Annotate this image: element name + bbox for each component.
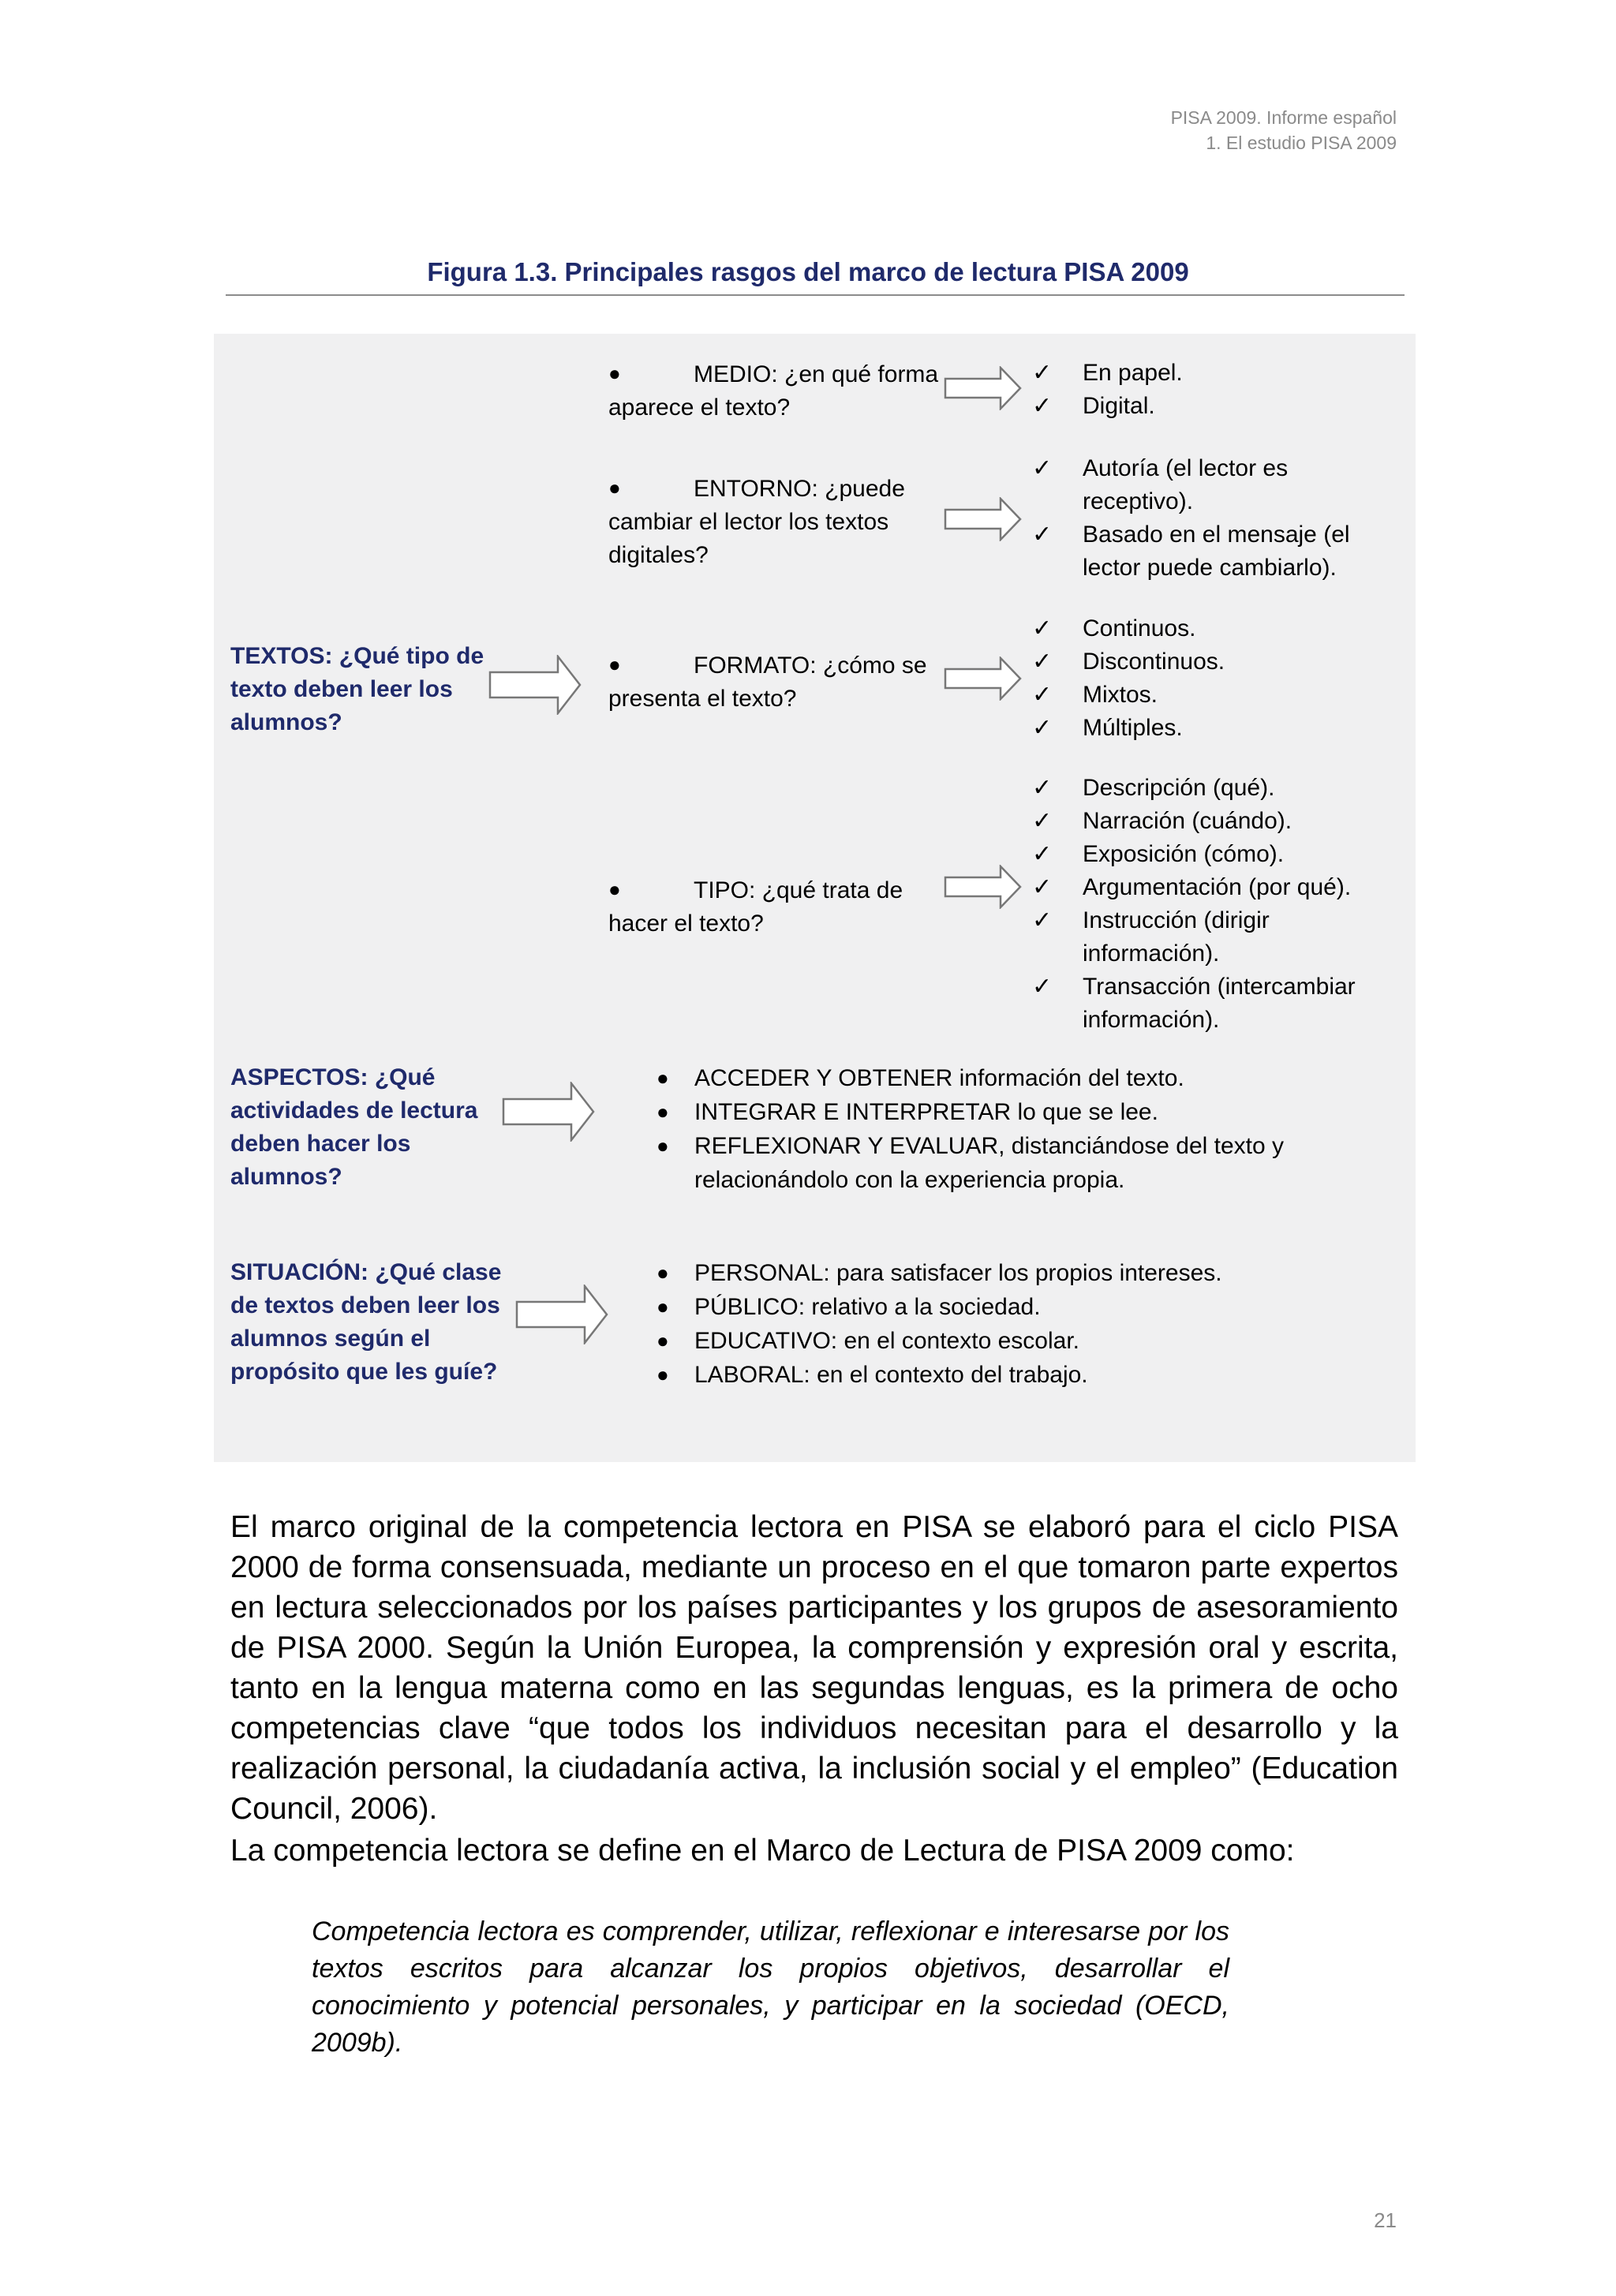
entorno-items bbox=[1032, 452, 1403, 585]
check-icon: ✓ bbox=[1032, 455, 1053, 481]
bullet-icon: ● bbox=[656, 1100, 669, 1124]
body-paragraph-1: El marco original de la competencia lectora en PISA se elaboró para el ciclo PISA 2000 de forma consensuada, mediante un proceso en el que tomaron parte expertos en lectura seleccionados por los países participantes y los grupos de asesoramiento de PISA 2000. Según la Unión Europea, la comprensión y expresión oral y escrita, tanto en la lengua materna como en las segundas lenguas, es la primera de ocho competencias clave “que todos los individuos necesitan para el desarrollo y la realización personal, la ciudadanía activa, la inclusión social y el empleo” (Education Council, 2006). bbox=[230, 1510, 1398, 1826]
list-item: ● ACCEDER Y OBTENER información del texto. bbox=[656, 1061, 1367, 1095]
check-item: ✓ En papel. bbox=[1032, 357, 1403, 390]
tipo-arrow-icon bbox=[944, 865, 1023, 909]
check-item: ✓ Narración (cuándo). bbox=[1032, 805, 1403, 838]
check-item: ✓ Descripción (qué). bbox=[1032, 772, 1403, 805]
check-item: ✓ Transacción (intercambiar información). bbox=[1032, 970, 1403, 1037]
bullet-icon: ● bbox=[608, 877, 621, 901]
check-item: ✓ Basado en el mensaje (el lector puede cambiarlo). bbox=[1032, 518, 1403, 585]
running-header bbox=[1171, 105, 1397, 155]
category-label: FORMATO: ¿cómo se presenta el texto? bbox=[608, 653, 927, 712]
check-item: ✓ Mixtos. bbox=[1032, 679, 1403, 712]
category-entorno bbox=[608, 471, 940, 572]
check-icon: ✓ bbox=[1032, 841, 1053, 867]
body-paragraph-2: La competencia lectora se define en el Marco de Lectura de PISA 2009 como: bbox=[230, 1834, 1295, 1868]
situacion-question: SITUACIÓN: ¿Qué clase de textos deben leer los alumnos según el propósito que les guíe? bbox=[230, 1259, 502, 1385]
check-item: ✓ Exposición (cómo). bbox=[1032, 838, 1403, 871]
category-label: MEDIO: ¿en qué forma aparece el texto? bbox=[608, 361, 939, 421]
tipo-items bbox=[1032, 772, 1403, 1037]
formato-items bbox=[1032, 612, 1403, 745]
bullet-icon: ● bbox=[656, 1134, 669, 1157]
page-number: 21 bbox=[1374, 2208, 1397, 2232]
list-item: ● PERSONAL: para satisfacer los propios intereses. bbox=[656, 1256, 1367, 1290]
check-icon: ✓ bbox=[1032, 522, 1053, 548]
situacion-arrow-icon bbox=[515, 1284, 610, 1344]
aspectos-list bbox=[656, 1061, 1367, 1197]
check-icon: ✓ bbox=[1032, 808, 1053, 834]
figure-title-rule bbox=[226, 294, 1405, 296]
category-label: TIPO: ¿qué trata de hacer el texto? bbox=[608, 877, 903, 937]
aspectos-question: ASPECTOS: ¿Qué actividades de lectura deben hacer los alumnos? bbox=[230, 1064, 478, 1190]
bullet-icon: ● bbox=[656, 1329, 669, 1352]
category-medio bbox=[608, 357, 940, 424]
list-item: ● REFLEXIONAR Y EVALUAR, distanciándose del texto y relacionándolo con la experiencia propia. bbox=[656, 1129, 1318, 1197]
check-icon: ✓ bbox=[1032, 393, 1053, 419]
bullet-icon: ● bbox=[608, 361, 621, 385]
figure-title: Figura 1.3. Principales rasgos del marco de lectura PISA 2009 bbox=[427, 257, 1189, 286]
check-icon: ✓ bbox=[1032, 775, 1053, 801]
textos-question: TEXTOS: ¿Qué tipo de texto deben leer los alumnos? bbox=[230, 643, 484, 735]
bullet-icon: ● bbox=[608, 476, 621, 499]
category-tipo bbox=[608, 873, 940, 940]
definition-quote: Competencia lectora es comprender, utilizar, reflexionar e interesarse por los textos escritos para alcanzar los propios objetivos, desarrollar el conocimiento y potencial personales, y participar en la sociedad (OECD, 2009b). bbox=[312, 1916, 1229, 2058]
list-item: ● LABORAL: en el contexto del trabajo. bbox=[656, 1358, 1367, 1392]
check-item: ✓ Argumentación (por qué). bbox=[1032, 871, 1403, 904]
check-icon: ✓ bbox=[1032, 974, 1053, 1000]
category-label: ENTORNO: ¿puede cambiar el lector los textos digitales? bbox=[608, 476, 905, 568]
check-item: ✓ Instrucción (dirigir información). bbox=[1032, 904, 1403, 970]
check-item: ✓ Continuos. bbox=[1032, 612, 1403, 645]
check-item: ✓ Discontinuos. bbox=[1032, 645, 1403, 679]
bullet-icon: ● bbox=[656, 1363, 669, 1386]
list-item: ● INTEGRAR E INTERPRETAR lo que se lee. bbox=[656, 1095, 1367, 1129]
check-icon: ✓ bbox=[1032, 715, 1053, 741]
check-item: ✓ Múltiples. bbox=[1032, 712, 1403, 745]
check-icon: ✓ bbox=[1032, 649, 1053, 675]
check-icon: ✓ bbox=[1032, 360, 1053, 386]
entorno-arrow-icon bbox=[944, 497, 1023, 541]
bullet-icon: ● bbox=[656, 1261, 669, 1284]
check-icon: ✓ bbox=[1032, 615, 1053, 641]
aspectos-arrow-icon bbox=[502, 1082, 597, 1142]
situacion-list bbox=[656, 1256, 1367, 1392]
list-item: ● PÚBLICO: relativo a la sociedad. bbox=[656, 1290, 1367, 1324]
check-icon: ✓ bbox=[1032, 682, 1053, 708]
bullet-icon: ● bbox=[608, 653, 621, 676]
check-icon: ✓ bbox=[1032, 874, 1053, 900]
textos-arrow-icon bbox=[488, 655, 583, 715]
bullet-icon: ● bbox=[656, 1066, 669, 1090]
bullet-icon: ● bbox=[656, 1295, 669, 1318]
list-item: ● EDUCATIVO: en el contexto escolar. bbox=[656, 1324, 1367, 1358]
check-item: ✓ Autoría (el lector es receptivo). bbox=[1032, 452, 1403, 518]
header-line-2: 1. El estudio PISA 2009 bbox=[1206, 133, 1397, 153]
medio-arrow-icon bbox=[944, 366, 1023, 410]
formato-arrow-icon bbox=[944, 656, 1023, 701]
category-formato bbox=[608, 648, 940, 716]
check-item: ✓ Digital. bbox=[1032, 390, 1403, 423]
medio-items bbox=[1032, 357, 1403, 423]
check-icon: ✓ bbox=[1032, 907, 1053, 933]
header-line-1: PISA 2009. Informe español bbox=[1170, 107, 1397, 128]
